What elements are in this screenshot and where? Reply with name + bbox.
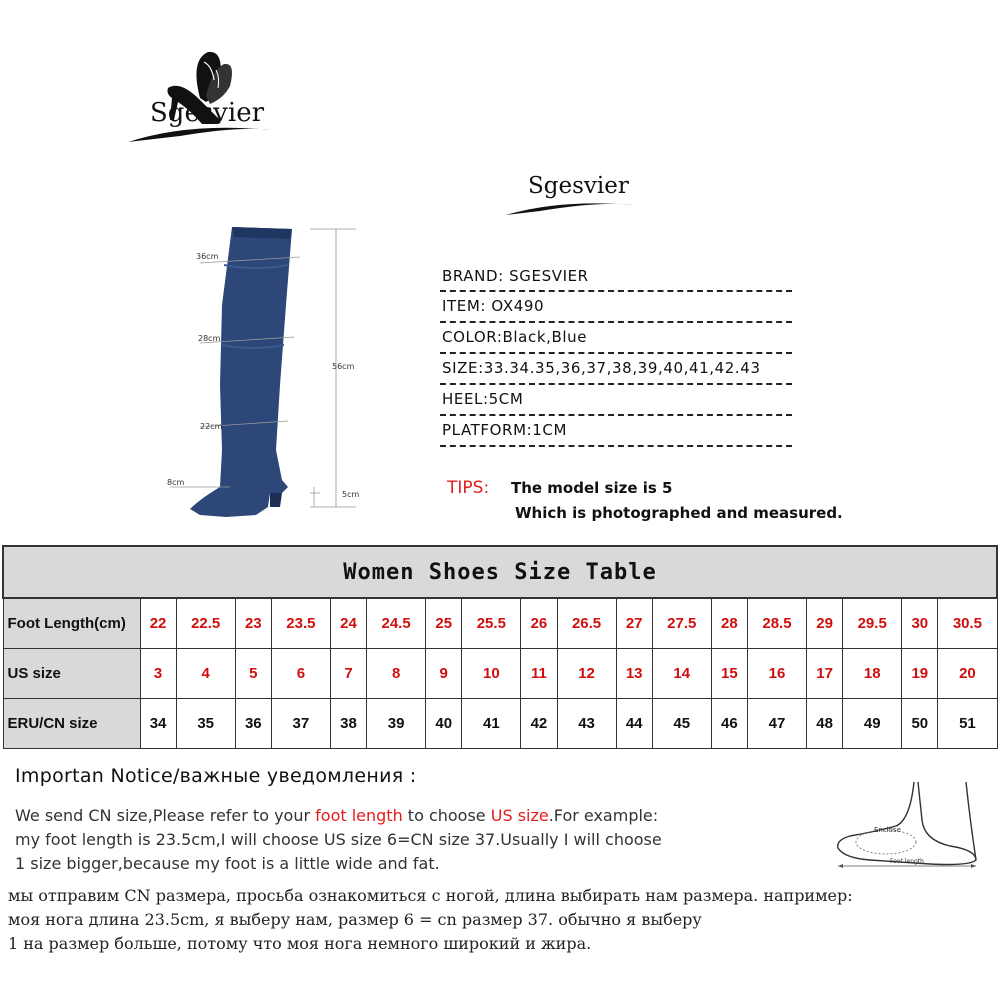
measure-heel: 5cm bbox=[342, 490, 360, 499]
size-table-row bbox=[3, 649, 997, 699]
size-cell: 13 bbox=[616, 649, 652, 699]
notice-text: to choose bbox=[402, 806, 491, 825]
notice-text: We send CN size,Please refer to your bbox=[15, 806, 316, 825]
size-cell: 28.5 bbox=[747, 598, 806, 649]
size-cell: 7 bbox=[330, 649, 366, 699]
boot-icon bbox=[160, 225, 370, 530]
size-cell: 8 bbox=[367, 649, 426, 699]
tips-block bbox=[447, 478, 843, 522]
notice-ru-line-2: моя нога длина 23.5cm, я выберу нам, размер 6 = cn размер 37. обычно я выберу bbox=[8, 910, 702, 929]
size-cell: 24 bbox=[330, 598, 366, 649]
foot-label-length: Foot length bbox=[890, 858, 924, 865]
size-cell: 29.5 bbox=[843, 598, 902, 649]
size-cell: 16 bbox=[747, 649, 806, 699]
size-cell: 26.5 bbox=[557, 598, 616, 649]
spec-brand: BRAND: SGESVIER bbox=[440, 265, 792, 292]
notice-en-line-3: 1 size bigger,because my foot is a little wide and fat. bbox=[15, 854, 440, 873]
tips-line-2: Which is photographed and measured. bbox=[515, 504, 843, 522]
size-cell: 23 bbox=[235, 598, 271, 649]
measure-height: 56cm bbox=[332, 362, 355, 371]
size-cell: 30 bbox=[902, 598, 938, 649]
notice-text: .For example: bbox=[548, 806, 659, 825]
spec-item: ITEM: OX490 bbox=[440, 292, 792, 323]
size-cell: 41 bbox=[462, 699, 521, 749]
spec-color: COLOR:Black,Blue bbox=[440, 323, 792, 354]
size-cell: 48 bbox=[807, 699, 843, 749]
size-cell: 24.5 bbox=[367, 598, 426, 649]
size-table-row bbox=[3, 598, 997, 649]
size-cell: 29 bbox=[807, 598, 843, 649]
size-row-label: Foot Length(cm) bbox=[3, 598, 140, 649]
spec-heel: HEEL:5CM bbox=[440, 385, 792, 416]
size-cell: 19 bbox=[902, 649, 938, 699]
brand-logo-mid bbox=[500, 165, 645, 220]
measure-ankle: 22cm bbox=[200, 422, 223, 431]
size-table bbox=[2, 545, 998, 749]
size-cell: 46 bbox=[711, 699, 747, 749]
size-cell: 28 bbox=[711, 598, 747, 649]
measure-shaft-top: 36cm bbox=[196, 252, 219, 261]
highlight-us-size: US size bbox=[490, 806, 549, 825]
notice-ru-line-3: 1 на размер больше, потому что моя нога немного широкий и жира. bbox=[8, 934, 592, 953]
size-cell: 50 bbox=[902, 699, 938, 749]
brand-logo-text-mid: Sgesvier bbox=[528, 173, 629, 199]
highlight-foot-length: foot length bbox=[315, 806, 403, 825]
size-cell: 39 bbox=[367, 699, 426, 749]
size-cell: 25.5 bbox=[462, 598, 521, 649]
size-cell: 26 bbox=[521, 598, 557, 649]
size-cell: 47 bbox=[747, 699, 806, 749]
tips-line-1: The model size is 5 bbox=[511, 479, 673, 497]
size-cell: 12 bbox=[557, 649, 616, 699]
boot-measurement-diagram bbox=[160, 225, 370, 530]
size-table-row bbox=[3, 699, 997, 749]
measure-shaft-mid: 28cm bbox=[198, 334, 221, 343]
size-cell: 43 bbox=[557, 699, 616, 749]
notice-en-line-2: my foot length is 23.5cm,I will choose US size 6=CN size 37.Usually I will choose bbox=[15, 830, 662, 849]
spec-list bbox=[440, 265, 792, 447]
size-cell: 42 bbox=[521, 699, 557, 749]
size-cell: 27.5 bbox=[652, 598, 711, 649]
notice-ru-line-1: мы отправим CN размера, просьба ознакомиться с ногой, длина выбирать нам размера. например: bbox=[8, 886, 853, 905]
size-cell: 25 bbox=[426, 598, 462, 649]
size-cell: 37 bbox=[271, 699, 330, 749]
size-cell: 5 bbox=[235, 649, 271, 699]
size-cell: 30.5 bbox=[938, 598, 997, 649]
spec-platform: PLATFORM:1CM bbox=[440, 416, 792, 447]
size-cell: 14 bbox=[652, 649, 711, 699]
size-cell: 27 bbox=[616, 598, 652, 649]
size-table-title-row bbox=[3, 546, 997, 598]
brand-logo-top bbox=[120, 40, 290, 150]
size-cell: 4 bbox=[176, 649, 235, 699]
size-cell: 51 bbox=[938, 699, 997, 749]
measure-toe: 8cm bbox=[167, 478, 185, 487]
size-cell: 49 bbox=[843, 699, 902, 749]
size-cell: 10 bbox=[462, 649, 521, 699]
size-cell: 22.5 bbox=[176, 598, 235, 649]
size-cell: 22 bbox=[140, 598, 176, 649]
notice-russian bbox=[8, 884, 853, 956]
size-cell: 40 bbox=[426, 699, 462, 749]
size-cell: 23.5 bbox=[271, 598, 330, 649]
size-table-title: Women Shoes Size Table bbox=[3, 546, 997, 598]
size-cell: 44 bbox=[616, 699, 652, 749]
size-cell: 3 bbox=[140, 649, 176, 699]
tips-label: TIPS: bbox=[447, 478, 490, 498]
butterfly-heel-icon bbox=[120, 40, 290, 150]
size-cell: 45 bbox=[652, 699, 711, 749]
size-cell: 34 bbox=[140, 699, 176, 749]
size-cell: 36 bbox=[235, 699, 271, 749]
foot-diagram bbox=[830, 780, 990, 870]
foot-icon bbox=[830, 780, 990, 870]
size-cell: 15 bbox=[711, 649, 747, 699]
size-cell: 9 bbox=[426, 649, 462, 699]
size-cell: 11 bbox=[521, 649, 557, 699]
spec-size: SIZE:33.34.35,36,37,38,39,40,41,42.43 bbox=[440, 354, 792, 385]
notice-en-line-1 bbox=[15, 804, 662, 828]
size-cell: 38 bbox=[330, 699, 366, 749]
size-cell: 35 bbox=[176, 699, 235, 749]
size-cell: 17 bbox=[807, 649, 843, 699]
size-cell: 20 bbox=[938, 649, 997, 699]
foot-label-enclose: Enclose bbox=[874, 826, 901, 834]
size-row-label: US size bbox=[3, 649, 140, 699]
notice-heading: Importan Notice/важные уведомления : bbox=[15, 765, 417, 787]
size-cell: 18 bbox=[843, 649, 902, 699]
brand-logo-text: Sgesvier bbox=[150, 98, 265, 128]
size-row-label: ERU/CN size bbox=[3, 699, 140, 749]
notice-english bbox=[15, 804, 662, 876]
size-cell: 6 bbox=[271, 649, 330, 699]
